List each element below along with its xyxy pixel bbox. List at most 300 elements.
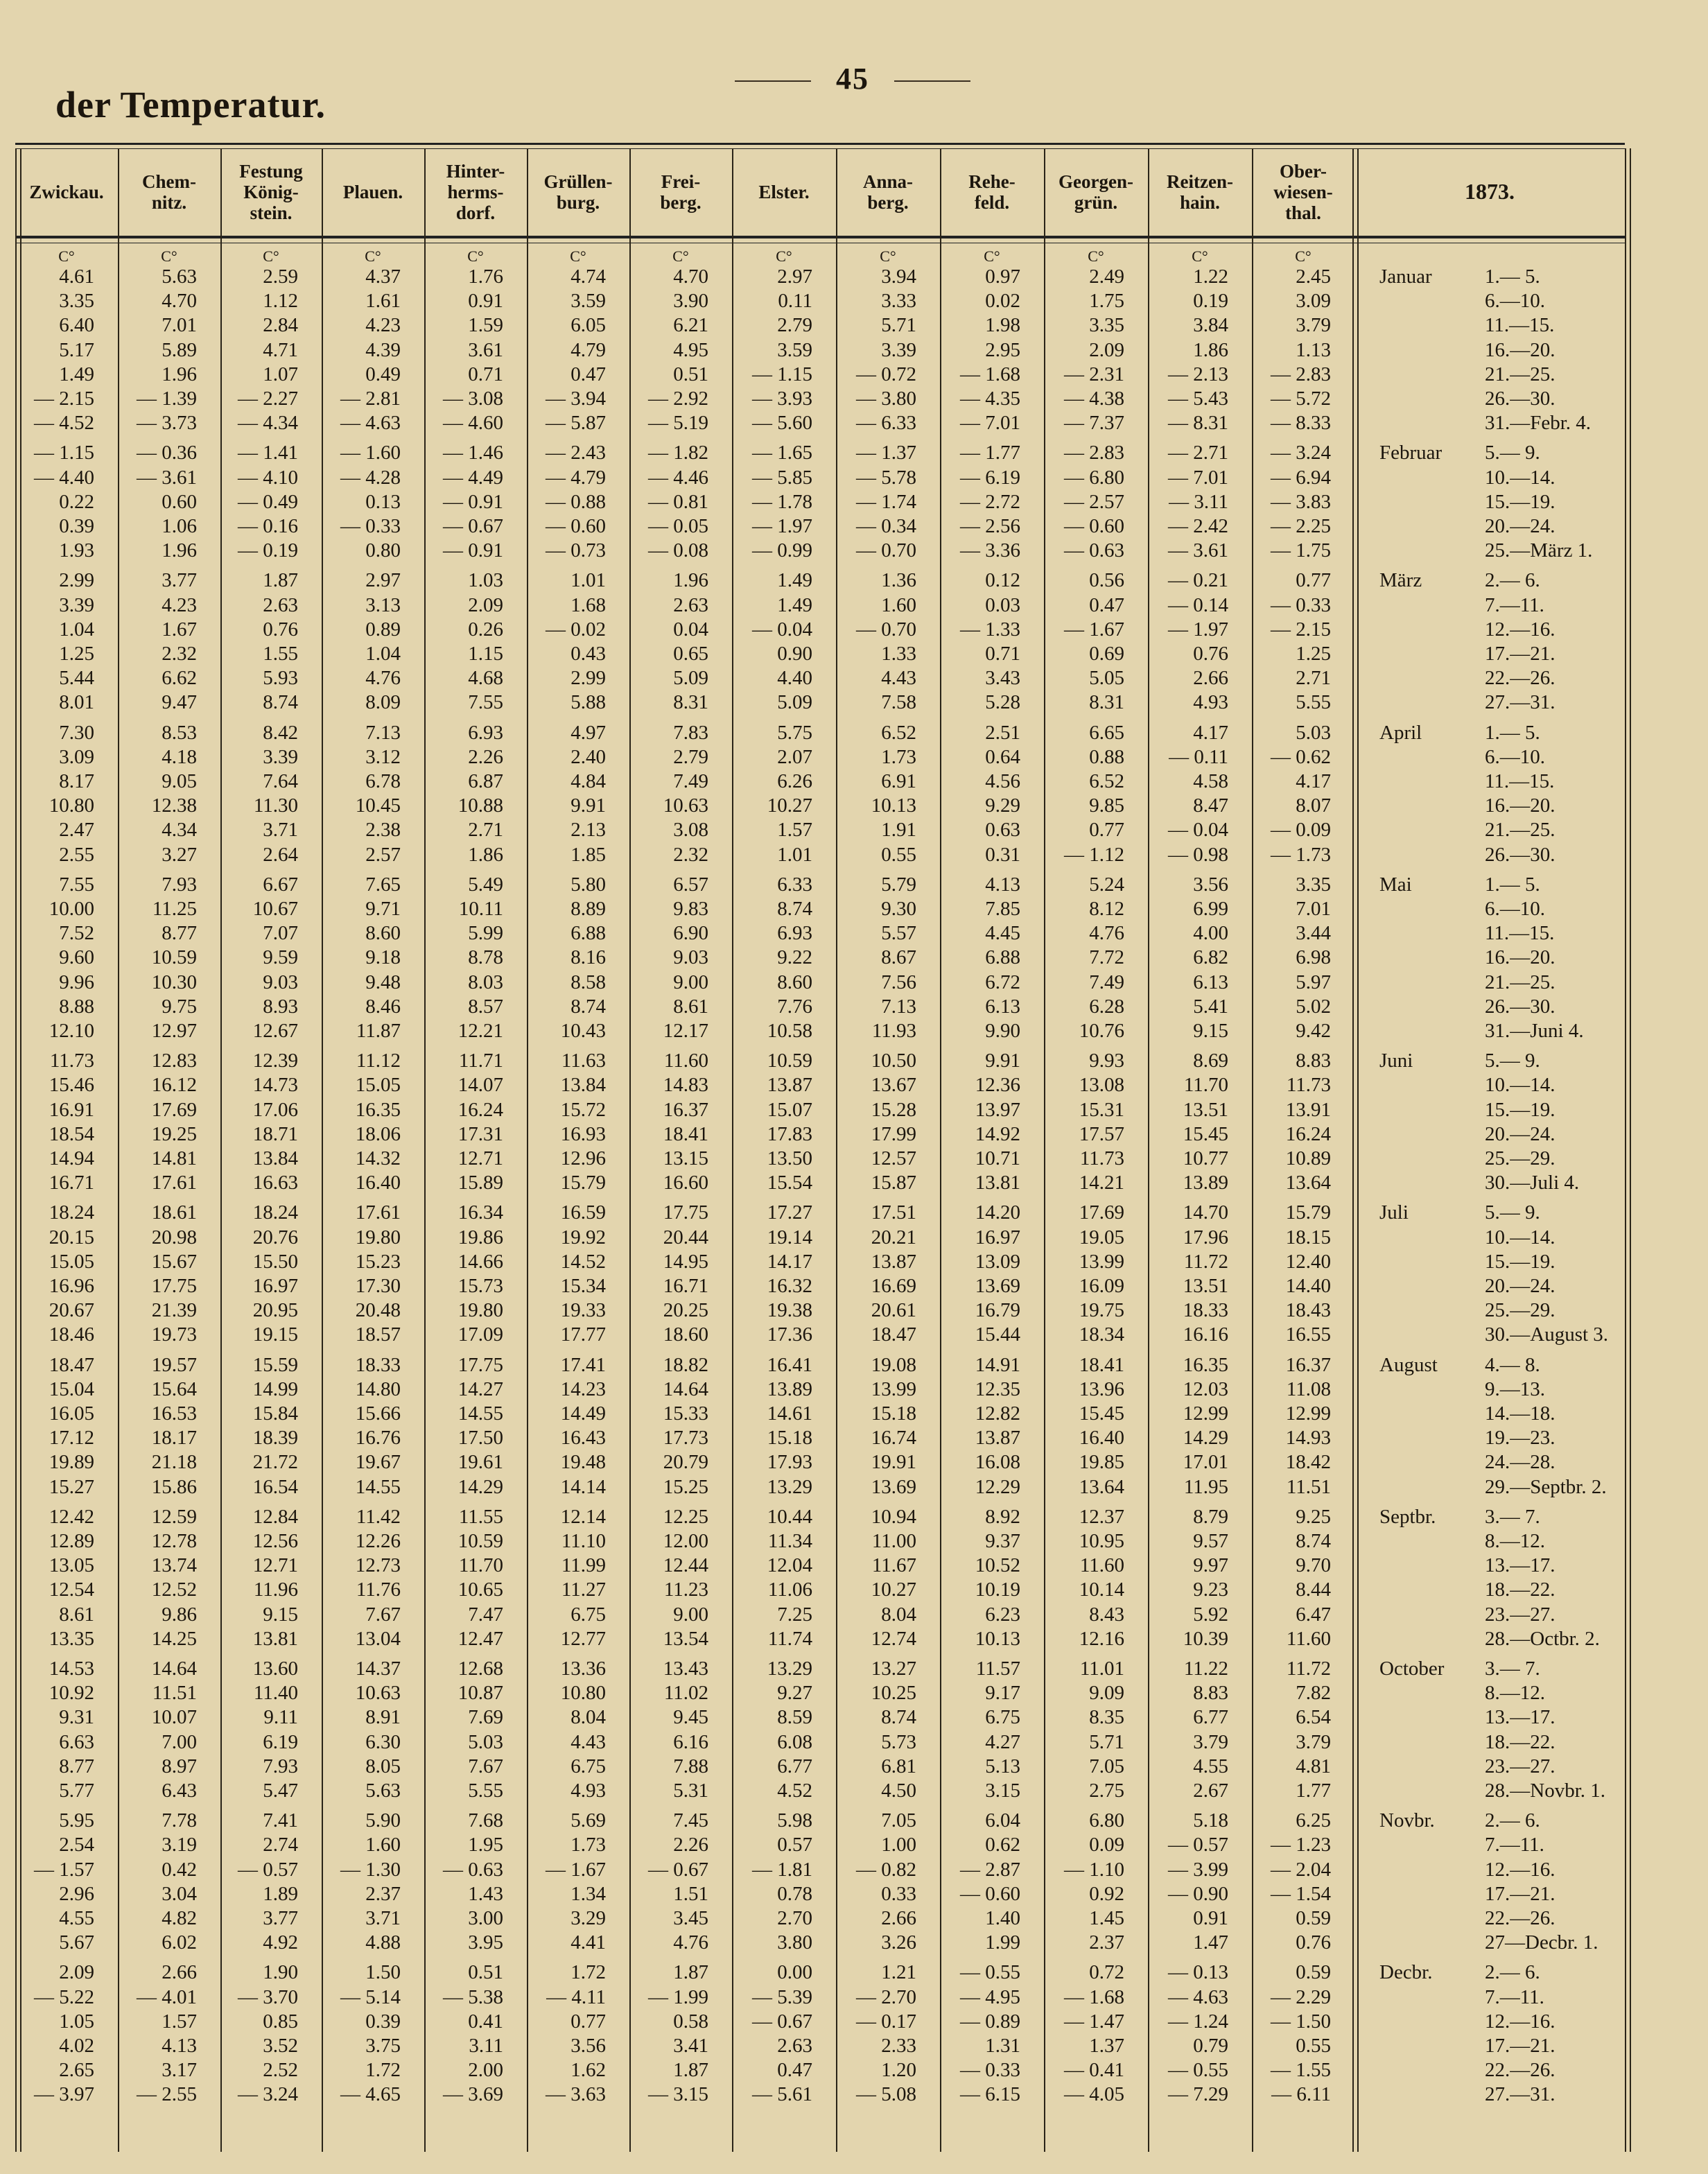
station-header: Hinter- herms- dorf.: [446, 160, 505, 224]
temperature-value: — 0.16: [238, 515, 298, 537]
period-range: 17.—21.: [1485, 2035, 1556, 2057]
temperature-value: 5.47: [263, 1780, 298, 1802]
temperature-value: 1.60: [365, 1834, 401, 1856]
temperature-value: 8.74: [777, 898, 812, 920]
temperature-value: 8.91: [365, 1706, 401, 1729]
temperature-value: 2.71: [468, 819, 503, 842]
temperature-value: 11.99: [561, 1554, 606, 1577]
temperature-value: — 3.08: [443, 388, 503, 410]
temperature-value: 12.47: [458, 1627, 503, 1650]
temperature-value: 10.14: [1079, 1579, 1124, 1601]
temperature-value: 11.27: [561, 1579, 606, 1601]
temperature-value: 6.91: [881, 770, 916, 792]
temperature-value: 17.61: [355, 1201, 401, 1224]
temperature-value: 10.63: [355, 1682, 401, 1705]
temperature-value: — 0.81: [648, 490, 708, 513]
temperature-value: 1.85: [570, 843, 606, 866]
temperature-value: 12.17: [663, 1020, 708, 1042]
temperature-value: 5.57: [881, 922, 916, 945]
temperature-value: 3.09: [1296, 290, 1331, 313]
temperature-value: 9.03: [673, 946, 708, 969]
temperature-value: 10.13: [975, 1627, 1020, 1650]
temperature-table: [15, 148, 1625, 2152]
temperature-value: 1.57: [162, 2010, 197, 2033]
period-range: 23.—27.: [1485, 1603, 1556, 1626]
temperature-value: 7.30: [59, 721, 94, 744]
period-range: 26.—30.: [1485, 995, 1556, 1018]
temperature-value: 14.99: [252, 1377, 298, 1400]
temperature-value: 8.83: [1296, 1050, 1331, 1072]
temperature-value: 10.71: [975, 1147, 1020, 1169]
temperature-value: 10.44: [767, 1505, 812, 1528]
unit-label: C°: [984, 247, 1000, 265]
temperature-value: 11.60: [1079, 1554, 1124, 1577]
temperature-value: 7.83: [673, 721, 708, 744]
temperature-value: 0.71: [468, 363, 503, 385]
temperature-value: 0.55: [881, 843, 916, 866]
temperature-value: 0.12: [985, 569, 1020, 592]
temperature-value: — 5.61: [752, 2083, 812, 2106]
temperature-value: 7.55: [59, 873, 94, 896]
period-month: Decbr.: [1379, 1961, 1433, 1984]
period-range: 27—Decbr. 1.: [1485, 1931, 1598, 1954]
temperature-value: 9.31: [59, 1706, 94, 1729]
temperature-value: — 3.94: [546, 388, 606, 410]
temperature-value: 4.50: [881, 1780, 916, 1802]
period-range: 24.—28.: [1485, 1451, 1556, 1474]
temperature-value: 3.04: [162, 1882, 197, 1905]
temperature-value: 0.76: [1193, 643, 1228, 665]
unit-label: C°: [1295, 247, 1312, 265]
unit-label: C°: [263, 247, 279, 265]
temperature-value: — 2.04: [1271, 1858, 1331, 1881]
period-range: 31.—Febr. 4.: [1485, 412, 1592, 435]
period-range: 1.— 5.: [1485, 721, 1540, 744]
temperature-value: 6.80: [1089, 1809, 1124, 1832]
temperature-value: 13.04: [355, 1627, 401, 1650]
temperature-value: 8.74: [1296, 1530, 1331, 1552]
period-range: 20.—24.: [1485, 515, 1556, 537]
temperature-value: — 2.55: [137, 2083, 197, 2106]
temperature-value: 0.59: [1296, 1907, 1331, 1929]
temperature-value: 8.78: [468, 946, 503, 969]
temperature-value: — 1.15: [752, 363, 812, 385]
temperature-value: 3.11: [469, 2035, 503, 2057]
temperature-value: 12.42: [49, 1505, 94, 1528]
temperature-value: 1.34: [570, 1882, 606, 1905]
temperature-value: 8.42: [263, 721, 298, 744]
temperature-value: 6.33: [777, 873, 812, 896]
period-range: 30.—Juli 4.: [1485, 1172, 1580, 1194]
temperature-value: 15.04: [49, 1377, 94, 1400]
temperature-value: 12.56: [252, 1530, 298, 1552]
temperature-value: 17.75: [663, 1201, 708, 1224]
temperature-value: 19.75: [1079, 1299, 1124, 1322]
temperature-value: 6.57: [673, 873, 708, 896]
temperature-value: 9.75: [162, 995, 197, 1018]
temperature-value: 12.73: [355, 1554, 401, 1577]
temperature-value: — 0.57: [1168, 1834, 1228, 1856]
temperature-value: 18.39: [252, 1427, 298, 1450]
temperature-value: 9.48: [365, 971, 401, 993]
temperature-value: 16.05: [49, 1402, 94, 1425]
temperature-value: 6.28: [1089, 995, 1124, 1018]
temperature-value: 3.56: [1193, 873, 1228, 896]
temperature-value: 5.63: [162, 266, 197, 288]
temperature-value: 13.87: [975, 1427, 1020, 1450]
temperature-value: — 0.14: [1168, 593, 1228, 616]
period-range: 22.—26.: [1485, 1907, 1556, 1929]
temperature-value: 11.00: [871, 1530, 916, 1552]
temperature-value: 0.91: [468, 290, 503, 313]
temperature-value: 11.67: [871, 1554, 916, 1577]
temperature-value: 0.43: [570, 643, 606, 665]
temperature-value: — 1.10: [1064, 1858, 1124, 1881]
temperature-value: 15.31: [1079, 1098, 1124, 1121]
period-range: 21.—25.: [1485, 971, 1556, 993]
temperature-value: 4.58: [1193, 770, 1228, 792]
period-range: 5.— 9.: [1485, 1050, 1540, 1072]
temperature-value: — 0.02: [546, 618, 606, 641]
temperature-value: 9.05: [162, 770, 197, 792]
temperature-value: 8.92: [985, 1505, 1020, 1528]
temperature-value: 8.05: [365, 1755, 401, 1777]
temperature-value: — 7.37: [1064, 412, 1124, 435]
temperature-value: 16.41: [767, 1353, 812, 1376]
unit-label: C°: [58, 247, 75, 265]
temperature-value: — 2.71: [1168, 442, 1228, 464]
temperature-value: — 5.85: [752, 466, 812, 489]
unit-label: C°: [161, 247, 177, 265]
temperature-value: 17.09: [458, 1323, 503, 1346]
temperature-value: 16.79: [975, 1299, 1020, 1322]
temperature-value: 11.73: [1286, 1074, 1331, 1097]
temperature-value: 5.97: [1296, 971, 1331, 993]
temperature-value: 14.07: [458, 1074, 503, 1097]
temperature-value: 3.79: [1296, 1730, 1331, 1753]
temperature-value: 1.59: [468, 314, 503, 337]
temperature-value: 9.93: [1089, 1050, 1124, 1072]
temperature-value: 10.80: [560, 1682, 606, 1705]
temperature-value: — 0.73: [546, 539, 606, 562]
temperature-value: 1.01: [570, 569, 606, 592]
temperature-value: — 3.15: [648, 2083, 708, 2106]
temperature-value: 1.06: [162, 515, 197, 537]
temperature-value: 1.90: [263, 1961, 298, 1984]
temperature-value: 13.51: [1183, 1275, 1228, 1297]
temperature-value: 2.49: [1089, 266, 1124, 288]
temperature-value: 3.15: [985, 1780, 1020, 1802]
temperature-value: 16.40: [355, 1172, 401, 1194]
temperature-value: 2.66: [162, 1961, 197, 1984]
temperature-value: 11.22: [1183, 1658, 1228, 1680]
period-month: October: [1379, 1658, 1445, 1680]
temperature-value: 0.22: [59, 490, 94, 513]
unit-label: C°: [1088, 247, 1104, 265]
temperature-value: — 0.82: [856, 1858, 916, 1881]
page-title: der Temperatur.: [55, 84, 326, 125]
period-range: 18.—22.: [1485, 1730, 1556, 1753]
temperature-value: 6.75: [570, 1603, 606, 1626]
temperature-value: — 1.60: [340, 442, 401, 464]
temperature-value: 6.67: [263, 873, 298, 896]
temperature-value: 12.40: [1285, 1250, 1331, 1273]
temperature-value: — 0.91: [443, 539, 503, 562]
temperature-value: 7.13: [365, 721, 401, 744]
unit-label: C°: [467, 247, 484, 265]
temperature-value: — 1.12: [1064, 843, 1124, 866]
temperature-value: 5.88: [570, 691, 606, 714]
temperature-value: 2.47: [59, 819, 94, 842]
temperature-value: 5.03: [1296, 721, 1331, 744]
temperature-value: 13.91: [1285, 1098, 1331, 1121]
temperature-value: 2.70: [777, 1907, 812, 1929]
temperature-value: 1.99: [985, 1931, 1020, 1954]
temperature-value: 14.94: [49, 1147, 94, 1169]
temperature-value: 3.79: [1296, 314, 1331, 337]
temperature-value: 5.92: [1193, 1603, 1228, 1626]
temperature-value: 2.37: [1089, 1931, 1124, 1954]
temperature-value: 14.64: [151, 1658, 197, 1680]
temperature-value: — 0.60: [960, 1882, 1020, 1905]
temperature-value: 2.00: [468, 2059, 503, 2082]
temperature-value: 8.60: [365, 922, 401, 945]
temperature-value: 13.89: [1183, 1172, 1228, 1194]
temperature-value: 0.80: [365, 539, 401, 562]
temperature-value: 9.85: [1089, 794, 1124, 817]
period-range: 2.— 6.: [1485, 569, 1540, 592]
temperature-value: 12.99: [1285, 1402, 1331, 1425]
temperature-value: — 3.80: [856, 388, 916, 410]
temperature-value: 13.81: [975, 1172, 1020, 1194]
temperature-value: 6.88: [570, 922, 606, 945]
temperature-value: 12.35: [975, 1377, 1020, 1400]
period-range: 9.—13.: [1485, 1377, 1545, 1400]
temperature-value: 10.76: [1079, 1020, 1124, 1042]
temperature-value: 2.54: [59, 1834, 94, 1856]
temperature-value: 3.59: [777, 338, 812, 361]
period-range: 15.—19.: [1485, 490, 1556, 513]
temperature-value: 12.03: [1183, 1377, 1228, 1400]
temperature-value: 7.47: [468, 1603, 503, 1626]
temperature-value: 9.25: [1296, 1505, 1331, 1528]
temperature-value: 13.96: [1079, 1377, 1124, 1400]
temperature-value: — 4.38: [1064, 388, 1124, 410]
temperature-value: — 1.50: [1271, 2010, 1331, 2033]
temperature-value: 1.68: [570, 593, 606, 616]
temperature-value: 5.80: [570, 873, 606, 896]
temperature-value: 16.09: [1079, 1275, 1124, 1297]
temperature-value: 12.54: [49, 1579, 94, 1601]
temperature-value: — 0.33: [1271, 593, 1331, 616]
temperature-value: — 1.75: [1271, 539, 1331, 562]
temperature-value: 8.74: [263, 691, 298, 714]
temperature-value: 11.74: [767, 1627, 812, 1650]
temperature-value: — 1.68: [960, 363, 1020, 385]
column-rule: [1044, 148, 1045, 2152]
temperature-value: 0.58: [673, 2010, 708, 2033]
temperature-value: 15.18: [871, 1402, 916, 1425]
temperature-value: 11.06: [767, 1579, 812, 1601]
temperature-value: 0.64: [985, 745, 1020, 768]
temperature-value: 9.00: [673, 971, 708, 993]
temperature-value: 2.38: [365, 819, 401, 842]
temperature-value: — 1.67: [546, 1858, 606, 1881]
temperature-value: 8.74: [570, 995, 606, 1018]
temperature-value: 0.42: [162, 1858, 197, 1881]
temperature-value: 4.45: [985, 922, 1020, 945]
temperature-value: — 0.09: [1271, 819, 1331, 842]
temperature-value: 5.05: [1089, 667, 1124, 690]
period-range: 16.—20.: [1485, 946, 1556, 969]
temperature-value: — 0.88: [546, 490, 606, 513]
temperature-value: 12.44: [663, 1554, 708, 1577]
temperature-value: 4.34: [162, 819, 197, 842]
temperature-value: 1.87: [673, 1961, 708, 1984]
temperature-value: 1.47: [1193, 1931, 1228, 1954]
temperature-value: 4.23: [365, 314, 401, 337]
temperature-value: 0.13: [365, 490, 401, 513]
temperature-value: 11.42: [356, 1505, 401, 1528]
temperature-value: 10.00: [49, 898, 94, 920]
temperature-value: 0.04: [673, 618, 708, 641]
temperature-value: 20.79: [663, 1451, 708, 1474]
temperature-value: 19.08: [871, 1353, 916, 1376]
temperature-value: 19.33: [560, 1299, 606, 1322]
temperature-value: — 1.24: [1168, 2010, 1228, 2033]
temperature-value: 9.09: [1089, 1682, 1124, 1705]
temperature-value: 2.26: [468, 745, 503, 768]
temperature-value: 9.90: [985, 1020, 1020, 1042]
period-range: 19.—23.: [1485, 1427, 1556, 1450]
temperature-value: 14.21: [1079, 1172, 1124, 1194]
temperature-value: 0.19: [1193, 290, 1228, 313]
period-range: 22.—26.: [1485, 2059, 1556, 2082]
temperature-value: 1.25: [59, 643, 94, 665]
temperature-value: 10.80: [49, 794, 94, 817]
temperature-value: 5.28: [985, 691, 1020, 714]
temperature-value: 4.70: [673, 266, 708, 288]
temperature-value: 15.50: [252, 1250, 298, 1273]
temperature-value: 0.49: [365, 363, 401, 385]
station-header: Festung König- stein.: [239, 160, 303, 224]
temperature-value: 5.24: [1089, 873, 1124, 896]
temperature-value: 11.70: [458, 1554, 503, 1577]
period-range: 2.— 6.: [1485, 1961, 1540, 1984]
temperature-value: 1.33: [881, 643, 916, 665]
temperature-value: 1.91: [881, 819, 916, 842]
temperature-value: 0.62: [985, 1834, 1020, 1856]
temperature-value: 9.47: [162, 691, 197, 714]
temperature-value: 11.55: [458, 1505, 503, 1528]
temperature-value: 8.93: [263, 995, 298, 1018]
temperature-value: 12.16: [1079, 1627, 1124, 1650]
temperature-value: — 1.99: [648, 1985, 708, 2008]
temperature-value: — 7.01: [1168, 466, 1228, 489]
temperature-value: 6.08: [777, 1730, 812, 1753]
temperature-value: 13.60: [252, 1658, 298, 1680]
temperature-value: 8.17: [59, 770, 94, 792]
temperature-value: — 4.95: [960, 1985, 1020, 2008]
temperature-value: 12.04: [767, 1554, 812, 1577]
temperature-value: 11.40: [253, 1682, 298, 1705]
temperature-value: 13.97: [975, 1098, 1020, 1121]
temperature-value: 8.03: [468, 971, 503, 993]
temperature-value: 0.78: [777, 1882, 812, 1905]
temperature-value: 3.39: [263, 745, 298, 768]
temperature-value: 20.15: [49, 1226, 94, 1249]
temperature-value: 12.71: [252, 1554, 298, 1577]
temperature-value: — 0.60: [1064, 515, 1124, 537]
temperature-value: 0.76: [263, 618, 298, 641]
temperature-value: 2.84: [263, 314, 298, 337]
temperature-value: 17.99: [871, 1122, 916, 1145]
temperature-value: 11.23: [663, 1579, 708, 1601]
period-range: 4.— 8.: [1485, 1353, 1540, 1376]
temperature-value: 14.53: [49, 1658, 94, 1680]
temperature-value: 12.84: [252, 1505, 298, 1528]
temperature-value: 5.98: [777, 1809, 812, 1832]
period-range: 21.—25.: [1485, 363, 1556, 385]
temperature-value: 6.16: [673, 1730, 708, 1753]
temperature-value: 11.30: [253, 794, 298, 817]
temperature-value: — 1.57: [34, 1858, 94, 1881]
temperature-value: 4.76: [1089, 922, 1124, 945]
period-range: 26.—30.: [1485, 388, 1556, 410]
temperature-value: 3.94: [881, 266, 916, 288]
temperature-value: 1.62: [570, 2059, 606, 2082]
station-header: Frei- berg.: [660, 171, 702, 213]
temperature-value: 13.35: [49, 1627, 94, 1650]
temperature-value: 11.51: [152, 1682, 197, 1705]
temperature-value: 2.63: [777, 2035, 812, 2057]
temperature-value: 9.22: [777, 946, 812, 969]
temperature-value: 11.70: [1183, 1074, 1228, 1097]
temperature-value: — 5.22: [34, 1985, 94, 2008]
temperature-value: 7.72: [1089, 946, 1124, 969]
temperature-value: 8.07: [1296, 794, 1331, 817]
period-range: 8.—12.: [1485, 1682, 1545, 1705]
temperature-value: 18.82: [663, 1353, 708, 1376]
temperature-value: 14.17: [767, 1250, 812, 1273]
temperature-value: — 0.08: [648, 539, 708, 562]
temperature-value: 19.92: [560, 1226, 606, 1249]
temperature-value: 8.04: [881, 1603, 916, 1626]
temperature-value: 0.63: [985, 819, 1020, 842]
temperature-value: 2.59: [263, 266, 298, 288]
temperature-value: 3.80: [777, 1931, 812, 1954]
temperature-value: 16.34: [458, 1201, 503, 1224]
temperature-value: — 2.72: [960, 490, 1020, 513]
temperature-value: 13.69: [975, 1275, 1020, 1297]
temperature-value: 4.55: [59, 1907, 94, 1929]
temperature-value: 0.09: [1089, 1834, 1124, 1856]
temperature-value: 11.93: [871, 1020, 916, 1042]
temperature-value: 4.95: [673, 338, 708, 361]
temperature-value: — 0.89: [960, 2010, 1020, 2033]
temperature-value: — 0.60: [546, 515, 606, 537]
temperature-value: 9.60: [59, 946, 94, 969]
temperature-value: 5.09: [777, 691, 812, 714]
temperature-value: 2.97: [777, 266, 812, 288]
temperature-value: — 1.74: [856, 490, 916, 513]
temperature-value: 14.64: [663, 1377, 708, 1400]
temperature-value: — 2.83: [1271, 363, 1331, 385]
temperature-value: 4.68: [468, 667, 503, 690]
temperature-value: 16.53: [151, 1402, 197, 1425]
temperature-value: 2.40: [570, 745, 606, 768]
temperature-value: 7.93: [162, 873, 197, 896]
